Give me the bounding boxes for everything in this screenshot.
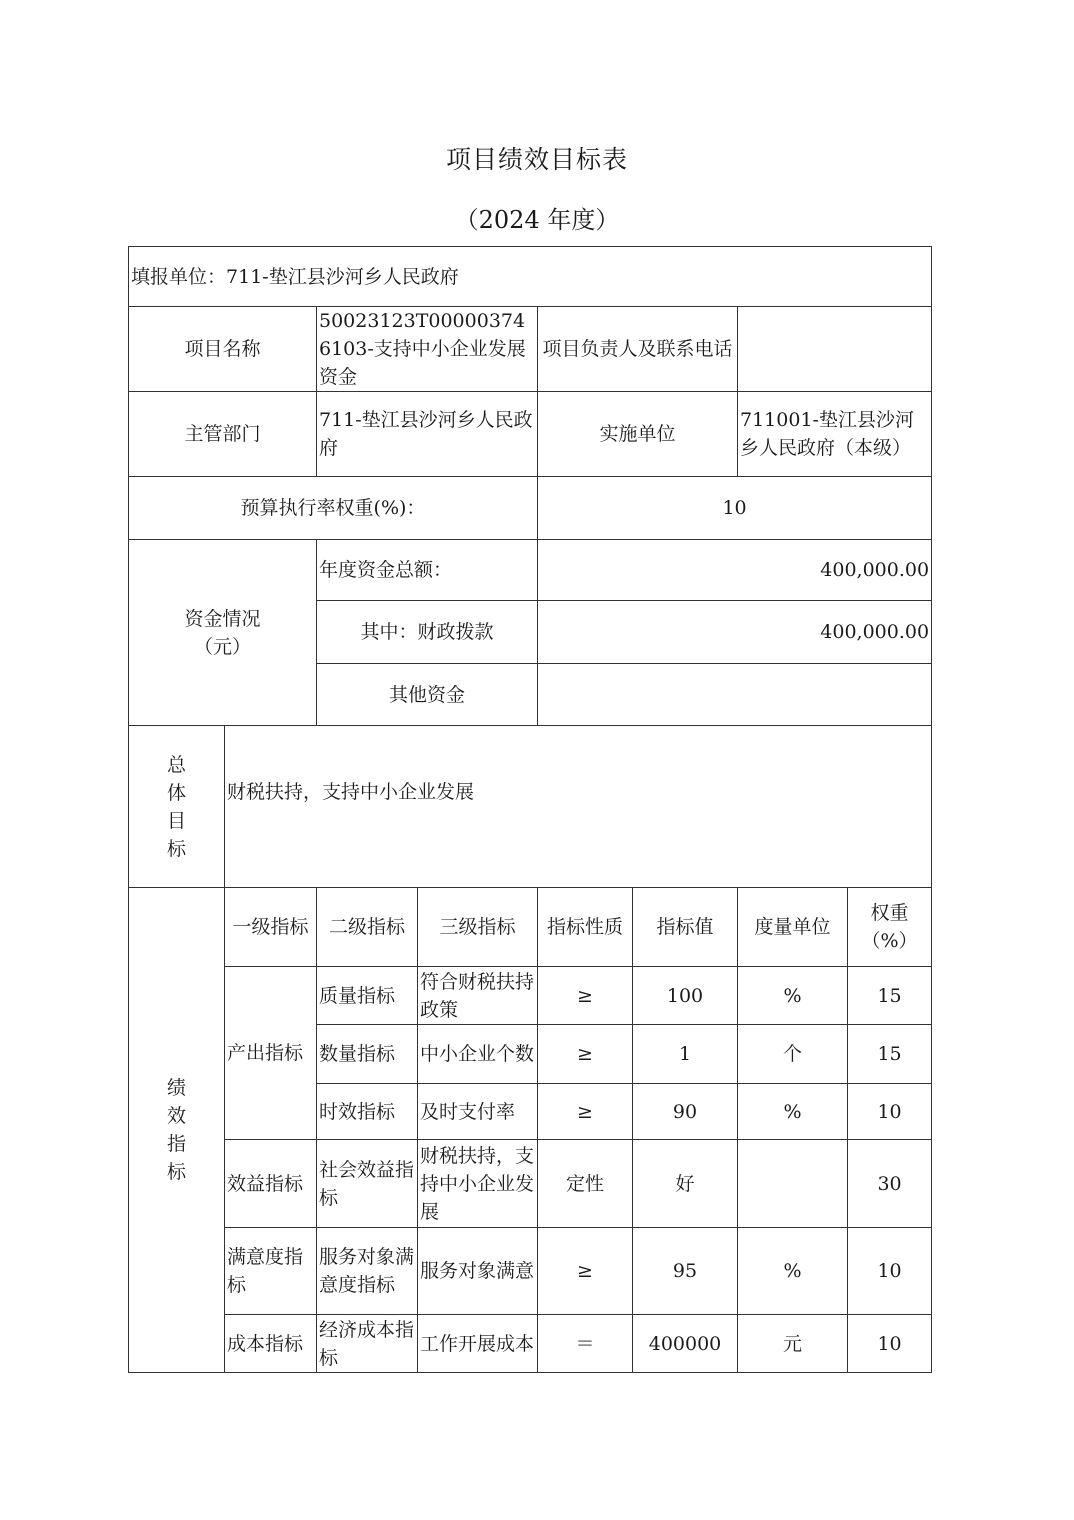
doc-subtitle: （2024 年度）: [454, 206, 620, 234]
level3-cell: 财税扶持，支持中小企业发展: [418, 1140, 538, 1228]
funds-label-line2: （元）: [193, 635, 251, 658]
nature-cell: ≥: [538, 967, 633, 1025]
nature-cell: ≥: [538, 1228, 633, 1315]
budget-weight-value: 10: [538, 477, 932, 540]
unit-cell: 个: [738, 1025, 848, 1084]
overall-goal-label: [129, 726, 225, 888]
funds-label-line1: 资金情况: [184, 607, 261, 630]
project-name-value: 50023123T000003746103-支持中小企业发展资金: [317, 307, 538, 392]
funds-fiscal-value: 400,000.00: [538, 601, 932, 664]
unit-cell: [738, 1140, 848, 1228]
contact-label: 项目负责人及联系电话: [538, 307, 738, 392]
impl-value: 711001-垫江县沙河乡人民政府（本级）: [738, 392, 932, 477]
table-row: [129, 967, 932, 1025]
dept-value: 711-垫江县沙河乡人民政府: [317, 392, 538, 477]
header-level1: 一级指标: [225, 888, 317, 967]
table-row: [129, 1315, 932, 1373]
filler-row: [129, 247, 932, 307]
funds-total-value: 400,000.00: [538, 540, 932, 601]
indicator-header-row: [129, 888, 932, 967]
overall-goal-row: [129, 726, 932, 888]
level2-cell: 经济成本指标: [317, 1315, 418, 1373]
weight-cell: 10: [848, 1315, 932, 1373]
level1-cell: 满意度指标: [225, 1228, 317, 1315]
unit-cell: %: [738, 1084, 848, 1140]
overall-goal-char: 总: [166, 753, 186, 776]
level1-cell: 产出指标: [225, 967, 317, 1140]
funds-fiscal-label: 其中：财政拨款: [317, 601, 538, 664]
impl-label: 实施单位: [538, 392, 738, 477]
header-level2: 二级指标: [317, 888, 418, 967]
level3-cell: 及时支付率: [418, 1084, 538, 1140]
level3-cell: 符合财税扶持政策: [418, 967, 538, 1025]
contact-value: [738, 307, 932, 392]
weight-cell: 15: [848, 1025, 932, 1084]
funds-other-label: 其他资金: [317, 664, 538, 726]
header-nature: 指标性质: [538, 888, 633, 967]
indicators-char: 效: [166, 1105, 186, 1127]
level3-cell: 工作开展成本: [418, 1315, 538, 1373]
level3-cell: 中小企业个数: [418, 1025, 538, 1084]
level1-cell: 成本指标: [225, 1315, 317, 1373]
unit-cell: %: [738, 1228, 848, 1315]
overall-goal-char: 目: [166, 809, 186, 832]
level2-cell: 社会效益指标: [317, 1140, 418, 1228]
header-weight: 权重（%）: [848, 888, 932, 967]
table-row: [129, 1140, 932, 1228]
level2-cell: 数量指标: [317, 1025, 418, 1084]
indicators-char: 标: [166, 1161, 186, 1183]
budget-weight-row: [129, 477, 932, 540]
funds-label: [129, 540, 317, 726]
level2-cell: 时效指标: [317, 1084, 418, 1140]
value-cell: 好: [633, 1140, 738, 1228]
funds-other-value: [538, 664, 932, 726]
funds-total-row: [129, 540, 932, 601]
level2-cell: 质量指标: [317, 967, 418, 1025]
nature-cell: 定性: [538, 1140, 633, 1228]
department-row: [129, 392, 932, 477]
value-cell: 400000: [633, 1315, 738, 1373]
level3-cell: 服务对象满意: [418, 1228, 538, 1315]
value-cell: 1: [633, 1025, 738, 1084]
level1-cell: 效益指标: [225, 1140, 317, 1228]
table-row: [129, 1228, 932, 1315]
overall-goal-text: 财税扶持，支持中小企业发展: [225, 726, 932, 888]
value-cell: 95: [633, 1228, 738, 1315]
weight-cell: 10: [848, 1084, 932, 1140]
filler-value: 711-垫江县沙河乡人民政府: [226, 265, 459, 288]
unit-cell: %: [738, 967, 848, 1025]
budget-weight-label: 预算执行率权重(%)：: [129, 477, 538, 540]
nature-cell: ≥: [538, 1025, 633, 1084]
unit-cell: 元: [738, 1315, 848, 1373]
header-unit: 度量单位: [738, 888, 848, 967]
filler-cell: [129, 247, 932, 307]
weight-cell: 15: [848, 967, 932, 1025]
overall-goal-char: 标: [166, 837, 186, 860]
dept-label: 主管部门: [129, 392, 317, 477]
indicators-char: 绩: [166, 1077, 186, 1099]
value-cell: 100: [633, 967, 738, 1025]
weight-cell: 10: [848, 1228, 932, 1315]
project-name-label: 项目名称: [129, 307, 317, 392]
overall-goal-char: 体: [166, 781, 186, 804]
level2-cell: 服务对象满意度指标: [317, 1228, 418, 1315]
performance-target-table: [128, 246, 932, 1373]
funds-total-label: 年度资金总额：: [317, 540, 538, 601]
header-value: 指标值: [633, 888, 738, 967]
filler-label: 填报单位：: [131, 265, 227, 288]
indicators-label: [129, 888, 225, 1373]
value-cell: 90: [633, 1084, 738, 1140]
indicators-char: 指: [166, 1133, 186, 1155]
project-name-row: [129, 307, 932, 392]
weight-cell: 30: [848, 1140, 932, 1228]
nature-cell: ≥: [538, 1084, 633, 1140]
doc-title: 项目绩效目标表: [445, 145, 628, 174]
header-level3: 三级指标: [418, 888, 538, 967]
nature-cell: ＝: [538, 1315, 633, 1373]
